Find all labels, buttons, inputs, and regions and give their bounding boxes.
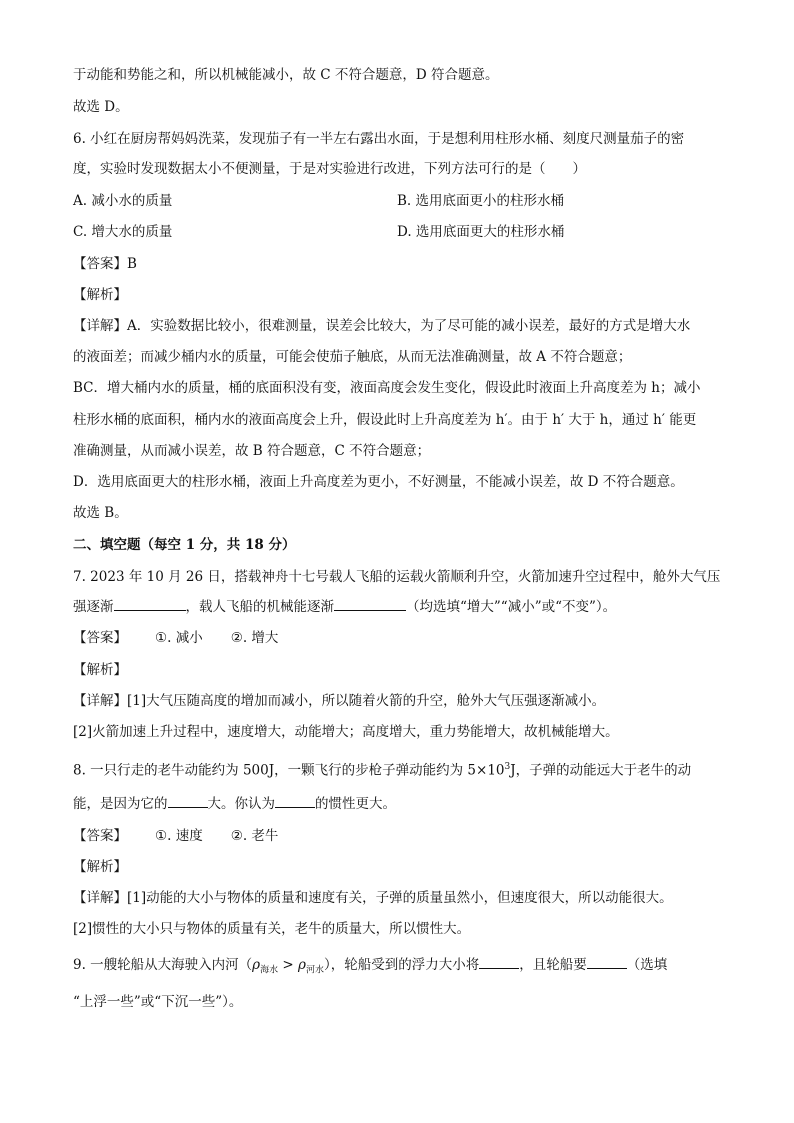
detail-text: [1]大气压随高度的增加而减小，所以随着火箭的升空，舱外大气压强逐渐减小。 [127, 693, 606, 709]
fill-blank [168, 795, 208, 808]
answer-label: 【答案】 [73, 256, 127, 272]
detail-line [73, 316, 690, 336]
detail-label: 【详解】 [73, 318, 127, 334]
analysis-label: 【解析】 [73, 662, 127, 678]
text-line: 于动能和势能之和，所以机械能减小，故 C 不符合题意，D 符合题意。 [73, 67, 499, 83]
answer-number: ① [155, 828, 168, 844]
detail-label: 【详解】 [73, 890, 127, 906]
rho-symbol: ρ [252, 957, 261, 973]
stem-text: ，载人飞船的机械能逐渐 [185, 599, 334, 615]
analysis-label: 【解析】 [73, 859, 127, 875]
conclusion-line: 故选 B。 [73, 505, 128, 521]
answer-number: ② [230, 828, 243, 844]
answer-value: . 老牛 [242, 828, 279, 844]
section-heading: 二、填空题（每空 1 分，共 18 分） [73, 537, 296, 553]
detail-line: D．选用底面更大的柱形水桶，液面上升高度差为更小，不好测量，不能减小误差，故 D 不符合题意。 [73, 474, 684, 490]
stem-text: 8. 一只行走的老牛动能约为 500J，一颗飞行的步枪子弹动能约为 5×10 [73, 762, 505, 779]
stem-text: ，且轮船要 [519, 957, 587, 973]
detail-line: [2]惯性的大小只与物体的质量有关，老牛的质量大，所以惯性大。 [73, 921, 471, 937]
question-7-stem [73, 597, 616, 617]
option-b: B. 选用底面更小的柱形水桶 [397, 193, 565, 209]
answer-number: ② [230, 630, 243, 646]
fill-blank [479, 956, 519, 969]
answer-label: 【答案】 [73, 828, 127, 844]
detail-line: 柱形水桶的底面积，桶内水的液面高度会上升，假设此时上升高度差为 h′。由于 h′ 大于 h，通过 h′ 能更 [73, 412, 697, 428]
stem-text: 9. 一艘轮船从大海驶入内河（ [73, 957, 253, 973]
answer-line [73, 826, 278, 846]
stem-text: 大。你认为 [207, 796, 275, 812]
answer-value: . 增大 [242, 630, 279, 646]
stem-text: 强逐渐 [73, 599, 114, 615]
option-c: C. 增大水的质量 [73, 224, 173, 240]
answer-value: . 速度 [167, 828, 203, 844]
detail-line [73, 888, 673, 908]
stem-text: J，子弹的动能远大于老牛的动 [510, 762, 692, 779]
fill-blank [275, 795, 315, 808]
fill-blank [114, 598, 186, 611]
detail-text: [1]动能的大小与物体的质量和速度有关，子弹的质量虽然小，但速度很大，所以动能很大。 [127, 890, 673, 906]
stem-text: 能，是因为它的 [73, 796, 168, 812]
option-d: D. 选用底面更大的柱形水桶 [397, 224, 565, 240]
analysis-label: 【解析】 [73, 287, 127, 303]
stem-text: 的惯性更大。 [315, 796, 396, 812]
subscript: 海水 [260, 965, 279, 976]
answer-value: . 减小 [167, 630, 203, 646]
detail-line: 的液面差；而减少桶内水的质量，可能会使茄子触底，从而无法准确测量，故 A 不符合题意； [73, 349, 632, 365]
stem-text: > [278, 957, 299, 973]
answer-line [73, 628, 278, 648]
answer-number: ① [155, 630, 168, 646]
question-6-stem: 度，实验时发现数据太小不便测量，于是对实验进行改进，下列方法可行的是（ ） [73, 161, 586, 177]
answer-value: B [127, 256, 137, 272]
question-7-stem: 7. 2023 年 10 月 26 日，搭载神舟十七号载人飞船的运载火箭顺利升空，火箭加速升空过程中，舱外大气压 [73, 569, 721, 585]
answer-line [73, 254, 137, 274]
detail-text: A．实验数据比较小，很难测量，误差会比较大，为了尽可能的减小误差，最好的方式是增大水 [127, 318, 691, 334]
question-8-stem [73, 757, 691, 781]
detail-line: BC．增大桶内水的质量，桶的底面积没有变，液面高度会发生变化，假设此时液面上升高度差为 h；减小 [73, 380, 701, 396]
subscript: 河水 [305, 965, 324, 976]
detail-line: 准确测量，从而减小误差，故 B 符合题意，C 不符合题意； [73, 443, 431, 459]
detail-line [73, 691, 605, 711]
exponent: 3 [504, 762, 511, 772]
stem-text: （均选填“增大”“减小”或“不变”）。 [406, 599, 617, 615]
detail-label: 【详解】 [73, 693, 127, 709]
stem-text: ），轮船受到的浮力大小将 [323, 957, 480, 973]
question-6-stem: 6. 小红在厨房帮妈妈洗菜，发现茄子有一半左右露出水面，于是想利用柱形水桶、刻度尺测量茄子的密 [73, 131, 685, 147]
stem-text: （选填 [626, 957, 668, 973]
text-line: 故选 D。 [73, 99, 129, 115]
question-9-stem [73, 955, 667, 981]
rho-symbol: ρ [298, 957, 306, 973]
question-8-stem [73, 794, 396, 814]
fill-blank [334, 598, 406, 611]
option-a: A. 减小水的质量 [73, 193, 173, 209]
detail-line: [2]火箭加速上升过程中，速度增大，动能增大；高度增大，重力势能增大，故机械能增大。 [73, 724, 619, 740]
fill-blank [587, 956, 627, 969]
answer-label: 【答案】 [73, 630, 127, 646]
question-9-stem: “上浮一些”或“下沉一些”）。 [73, 994, 243, 1010]
